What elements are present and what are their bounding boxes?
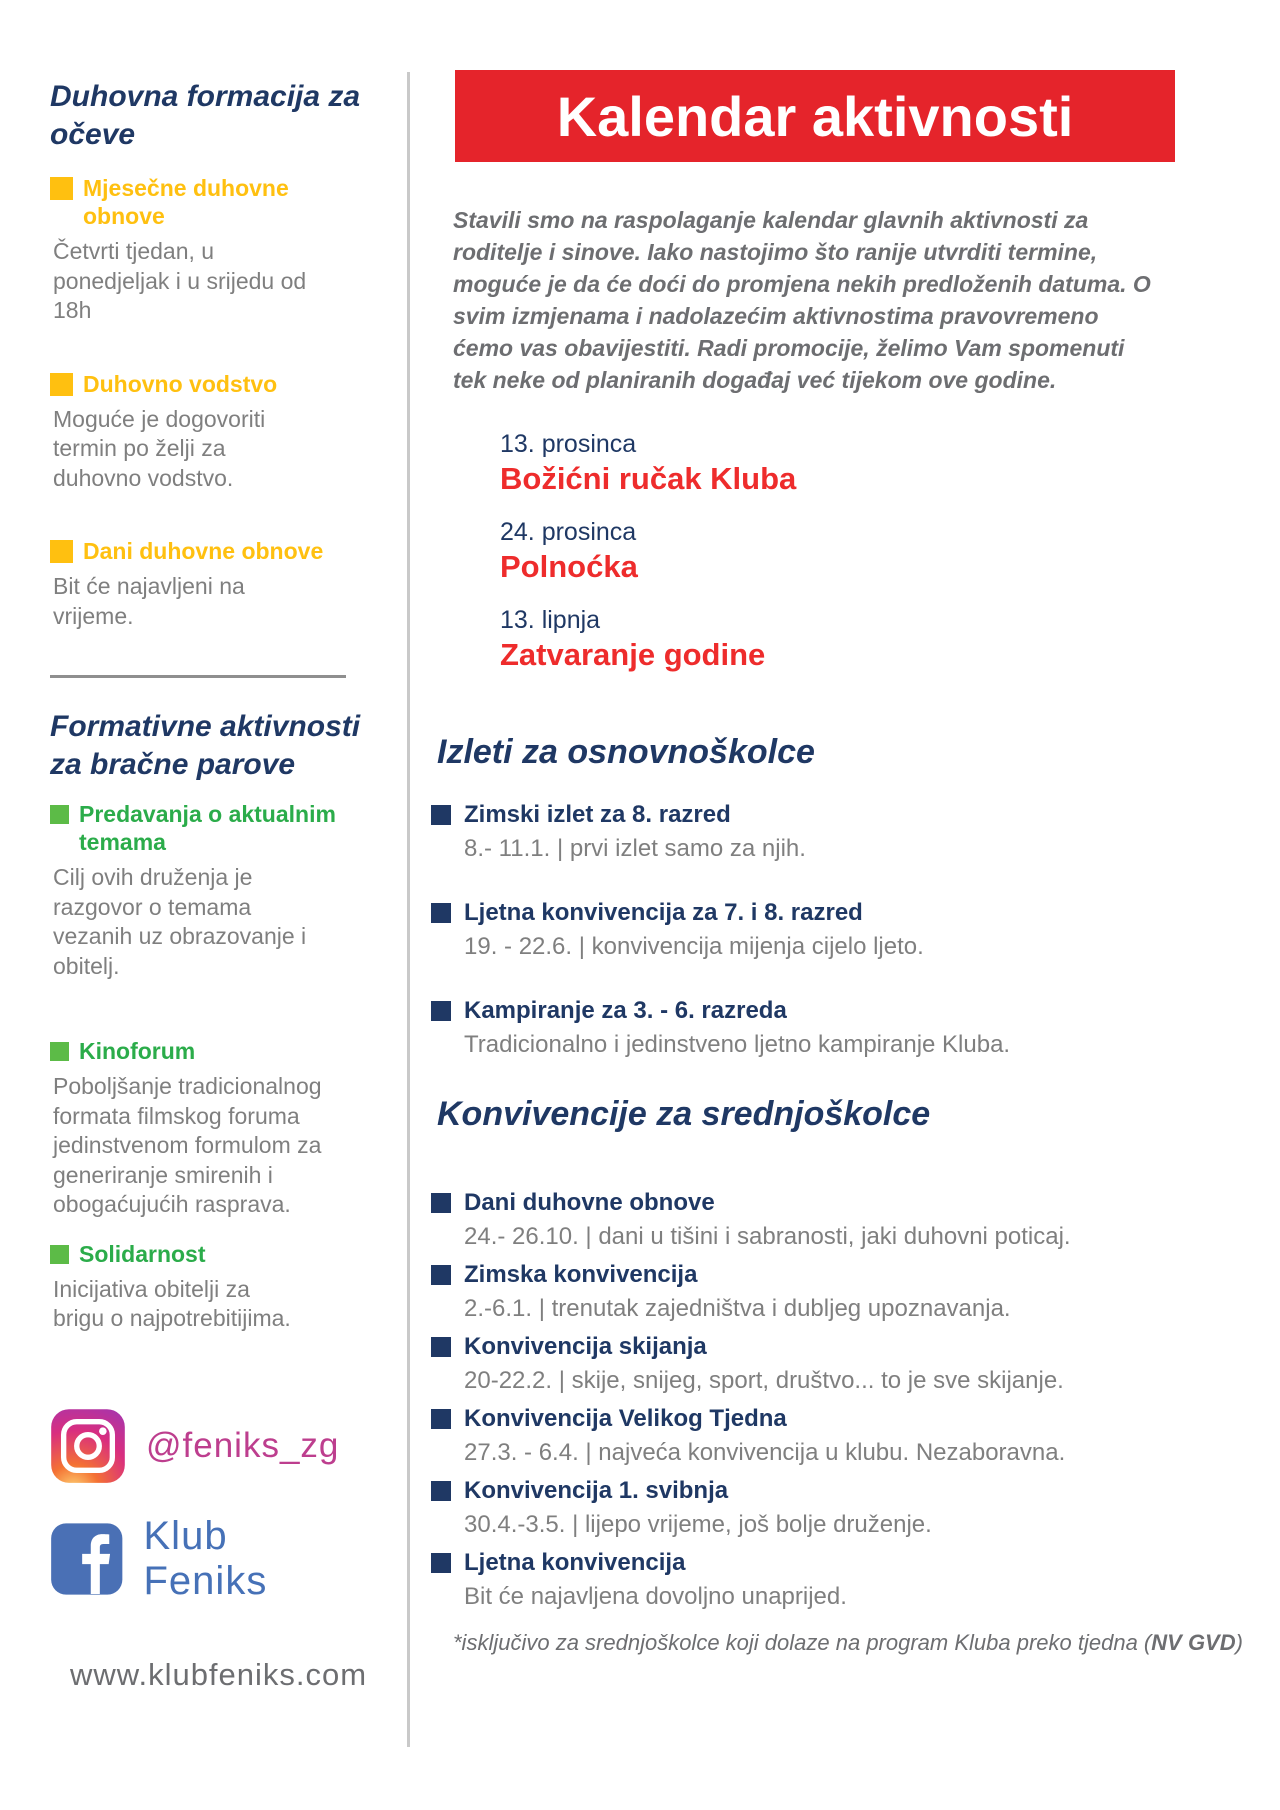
square-bullet-icon — [431, 1481, 451, 1501]
square-bullet-icon — [431, 1265, 451, 1285]
highlight-events — [500, 430, 1182, 674]
banner-title: Kalendar aktivnosti — [455, 70, 1175, 162]
item-title: Predavanja o aktualnim temama — [79, 801, 336, 855]
footnote — [453, 1630, 1243, 1656]
item-desc: 2.-6.1. | trenutak zajedništva i dubljeg upoznavanja. — [464, 1295, 1011, 1322]
footnote-bold: NV GVD — [1151, 1630, 1236, 1655]
item-desc: 19. - 22.6. | konvivencija mijenja cijelo ljeto. — [464, 933, 924, 960]
item-title: Dani duhovne obnove — [83, 538, 324, 564]
item-title: Konvivencija skijanja — [464, 1333, 707, 1360]
square-bullet-icon — [431, 1409, 451, 1429]
item-title: Ljetna konvivencija — [464, 1549, 686, 1576]
item-body: Inicijativa obitelji za brigu o najpotrebitijima. — [53, 1275, 291, 1331]
footnote-close: ) — [1235, 1630, 1243, 1655]
item-title: Duhovno vodstvo — [83, 370, 278, 397]
event-date: 13. prosinca — [500, 430, 637, 458]
item-body: Moguće je dogovoriti termin po želji za duhovno vodstvo. — [53, 405, 266, 491]
website-url: www.klubfeniks.com — [70, 1656, 368, 1692]
item-title: Zimski izlet za 8. razred — [464, 801, 731, 828]
event-date: 13. lipnja — [500, 606, 601, 634]
instagram-handle: @feniks_zg — [146, 1425, 340, 1465]
item-title: Zimska konvivencija — [464, 1261, 698, 1288]
item-desc: 20-22.2. | skije, snijeg, sport, društvo... to je sve skijanje. — [464, 1367, 1064, 1394]
website-link[interactable] — [50, 1634, 368, 1716]
section-title-high-school: Konvivencije za srednjoškolce — [437, 1095, 931, 1133]
item-body: Cilj ovih druženja je razgovor o temama vezanih uz obrazovanje i obitelj. — [53, 864, 307, 979]
item-body: Poboljšanje tradicionalnog formata filmskog foruma jedinstvenom formulom za generiranje smirenih i obogaćujućih rasprava. — [53, 1073, 322, 1217]
square-bullet-icon — [431, 805, 451, 825]
square-bullet-icon — [50, 373, 73, 396]
list-item — [431, 1186, 1182, 1254]
square-bullet-icon — [431, 1553, 451, 1573]
item-title: Dani duhovne obnove — [464, 1189, 715, 1216]
item-desc: 24.- 26.10. | dani u tišini i sabranosti, jaki duhovni poticaj. — [464, 1223, 1071, 1250]
list-item — [431, 994, 1182, 1062]
sidebar — [50, 78, 368, 1746]
list-item — [50, 800, 362, 981]
facebook-name: Klub Feniks — [143, 1513, 268, 1603]
list-item — [431, 1546, 1182, 1614]
list-item — [50, 174, 362, 326]
list-item — [50, 1240, 362, 1334]
sidebar-heading-couples: Formativne aktivnosti za bračne parove — [50, 710, 361, 781]
item-title: Solidarnost — [79, 1240, 206, 1267]
list-item — [50, 537, 362, 631]
facebook-icon — [50, 1522, 124, 1596]
event-title: Polnoćka — [500, 549, 638, 584]
facebook-link[interactable] — [50, 1514, 362, 1604]
square-bullet-icon — [50, 1245, 69, 1264]
item-desc: 8.- 11.1. | prvi izlet samo za njih. — [464, 835, 806, 862]
item-desc: Tradicionalno i jedinstveno ljetno kampiranje Kluba. — [464, 1031, 1011, 1058]
item-body: Četvrti tjedan, u ponedjeljak i u srijedu od 18h — [53, 238, 307, 323]
event-title: Božićni ručak Kluba — [500, 461, 797, 496]
item-title: Kinoforum — [79, 1038, 196, 1064]
item-body: Bit će najavljeni na vrijeme. — [53, 573, 245, 629]
square-bullet-icon — [50, 1042, 69, 1061]
section-fathers — [50, 78, 362, 631]
square-bullet-icon — [431, 1337, 451, 1357]
list-item — [431, 1402, 1182, 1470]
item-desc: Bit će najavljena dovoljno unaprijed. — [464, 1583, 847, 1610]
section-title-primary-school: Izleti za osnovnoškolce — [437, 733, 815, 771]
item-desc: 27.3. - 6.4. | najveća konvivencija u klubu. Nezaboravna. — [464, 1439, 1066, 1466]
item-title: Konvivencija 1. svibnja — [464, 1477, 729, 1504]
list-item — [431, 1474, 1182, 1542]
item-desc: 30.4.-3.5. | lijepo vrijeme, još bolje druženje. — [464, 1511, 932, 1538]
square-bullet-icon — [431, 1193, 451, 1213]
square-bullet-icon — [431, 903, 451, 923]
item-title: Mjesečne duhovne obnove — [83, 175, 289, 229]
main-content — [437, 70, 1243, 1656]
high-school-list — [437, 1186, 1182, 1614]
instagram-icon — [50, 1408, 126, 1484]
square-bullet-icon — [50, 177, 73, 200]
list-item — [431, 1330, 1182, 1398]
square-bullet-icon — [431, 1001, 451, 1021]
list-item — [431, 798, 1182, 866]
section-couples — [50, 708, 362, 1334]
item-title: Konvivencija Velikog Tjedna — [464, 1405, 787, 1432]
footnote-text: *isključivo za srednjoškolce koji dolaze na program Kluba preko tjedna ( — [453, 1630, 1152, 1655]
item-title: Kampiranje za 3. - 6. razreda — [464, 997, 787, 1024]
sidebar-divider — [50, 675, 346, 678]
intro-paragraph: Stavili smo na raspolaganje kalendar glavnih aktivnosti za roditelje i sinove. Iako nastojimo što ranije utvrditi termine, moguće je da će doći do promjena nekih predloženih datuma. O svim izmjenama i nadolazećim aktivnostima pravovremeno ćemo vas obavijestiti. Radi promocije, želimo Vam spomenuti tek neke od planiranih događaj već tijekom ove godine. — [453, 207, 1151, 393]
list-item — [50, 370, 362, 494]
square-bullet-icon — [50, 805, 69, 824]
event-date: 24. prosinca — [500, 518, 637, 546]
social-links — [50, 1408, 368, 1716]
list-item — [431, 1258, 1182, 1326]
square-bullet-icon — [50, 540, 73, 563]
primary-school-list — [437, 798, 1182, 1062]
list-item — [50, 1037, 362, 1220]
instagram-link[interactable] — [50, 1408, 362, 1484]
sidebar-heading-fathers: Duhovna formacija za očeve — [50, 80, 361, 151]
item-title: Ljetna konvivencija za 7. i 8. razred — [464, 899, 863, 926]
column-divider — [407, 72, 410, 1747]
event-title: Zatvaranje godine — [500, 637, 766, 672]
list-item — [431, 896, 1182, 964]
